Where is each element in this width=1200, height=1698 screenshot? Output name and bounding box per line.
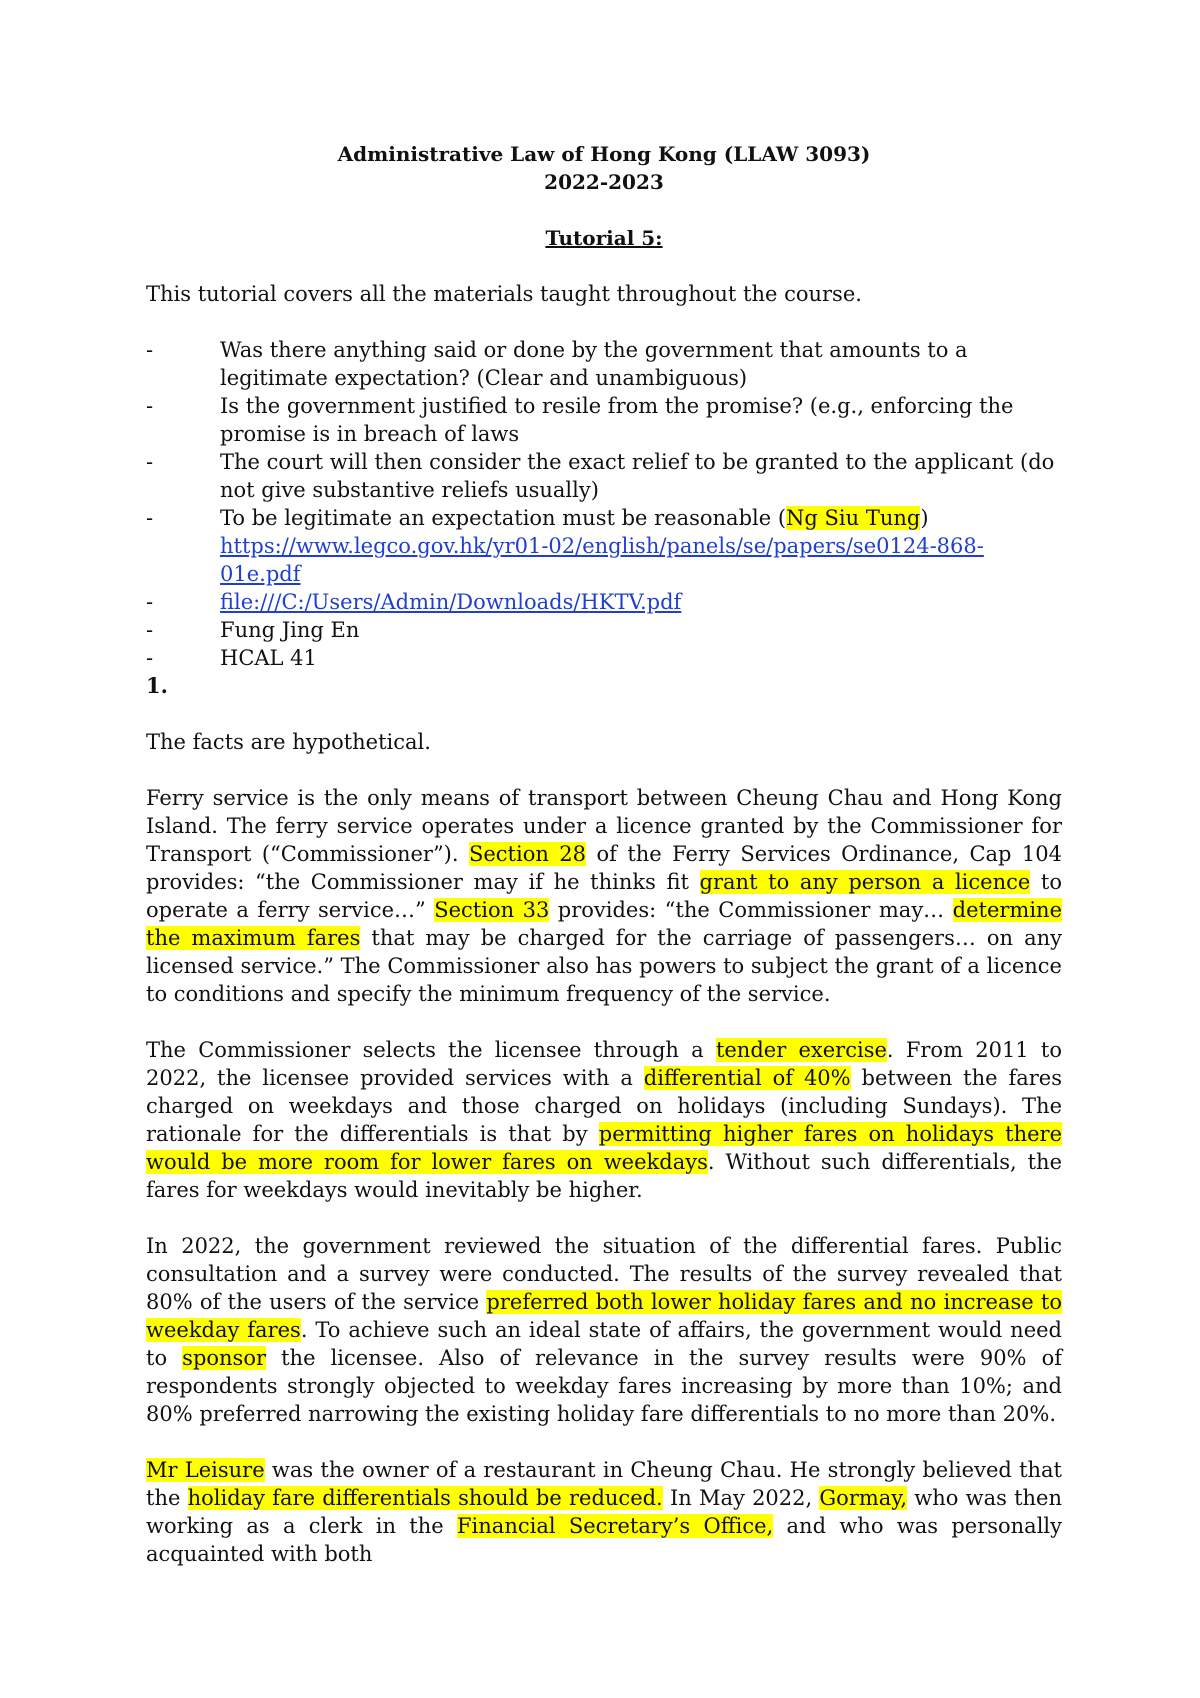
bullet-text: ) xyxy=(920,506,929,530)
highlighted-text: permitting higher fares on holidays there would be more room for lower fares on weekdays xyxy=(146,1122,1063,1174)
list-item xyxy=(146,448,1062,504)
facts-intro: The facts are hypothetical. xyxy=(146,730,431,754)
paragraph-tender xyxy=(146,1036,1062,1204)
title-line-2: 2022-2023 xyxy=(544,170,664,194)
paragraph-text: In May 2022, xyxy=(662,1486,820,1510)
highlighted-text: Gormay, xyxy=(819,1486,908,1510)
paragraph-text: to operate a ferry service…” xyxy=(146,870,1062,922)
hktv-file-link[interactable]: file:///C:/Users/Admin/Downloads/HKTV.pdf xyxy=(220,590,682,614)
bullet-text: HCAL 41 xyxy=(220,646,317,670)
paragraph-text: . From 2011 to 2022, the licensee provided services with a xyxy=(146,1038,1062,1090)
highlighted-text: Section 33 xyxy=(434,898,550,922)
title-line-1: Administrative Law of Hong Kong (LLAW 3093) xyxy=(337,142,871,166)
tutorial-heading: Tutorial 5: xyxy=(545,226,663,250)
paragraph-ferry-service xyxy=(146,784,1062,1008)
bullet-dash: - xyxy=(146,450,154,474)
list-item xyxy=(146,644,1062,672)
bullet-dash: - xyxy=(146,590,154,614)
highlighted-text: holiday fare differentials should be reduced. xyxy=(187,1486,663,1510)
bullet-text: Is the government justified to resile from the promise? (e.g., enforcing the promise is in breach of laws xyxy=(220,394,1014,446)
highlighted-text: sponsor xyxy=(182,1346,267,1370)
highlighted-text: Mr Leisure xyxy=(146,1458,265,1482)
paragraph-review xyxy=(146,1232,1062,1428)
list-item xyxy=(146,588,1062,616)
legco-link[interactable]: https://www.legco.gov.hk/yr01-02/english/panels/se/papers/se0124-868-01e.pdf xyxy=(220,534,984,586)
highlighted-text: Section 28 xyxy=(468,842,587,866)
paragraph-text: of the Ferry Services Ordinance, Cap 104 provides: “the Commissioner may if he thinks fit xyxy=(146,842,1063,894)
paragraph-text: Ferry service is the only means of transport between Cheung Chau and Hong Kong Island. The ferry service operates under a licence granted by the Commissioner for Transport (“Commissioner”). xyxy=(146,786,1062,866)
paragraph-text: provides: “the Commissioner may… xyxy=(549,898,953,922)
bullet-list xyxy=(146,336,1062,672)
paragraph-text: that may be charged for the carriage of passengers… on any licensed service.” The Commissioner also has powers to subject the grant of a licence to conditions and specify the minimum frequency of the service. xyxy=(146,926,1063,1006)
list-item xyxy=(146,336,1062,392)
highlighted-text: preferred both lower holiday fares and no increase to weekday fares xyxy=(146,1290,1062,1342)
bullet-text: Was there anything said or done by the government that amounts to a legitimate expectation? (Clear and unambiguous) xyxy=(220,338,968,390)
bullet-dash: - xyxy=(146,506,154,530)
intro-text: This tutorial covers all the materials taught throughout the course. xyxy=(146,282,862,306)
bullet-text: Fung Jing En xyxy=(220,618,360,642)
bullet-text: To be legitimate an expectation must be reasonable ( xyxy=(220,506,787,530)
bullet-text: The court will then consider the exact relief to be granted to the applicant (do not give substantive reliefs usually) xyxy=(220,450,1055,502)
document-page xyxy=(146,140,1062,1568)
bullet-dash: - xyxy=(146,338,154,362)
highlighted-text: tender exercise xyxy=(715,1038,887,1062)
bullet-dash: - xyxy=(146,618,154,642)
highlighted-text: Financial Secretary’s Office, xyxy=(456,1514,774,1538)
paragraph-text: the licensee. Also of relevance in the survey results were 90% of respondents strongly objected to weekday fares increasing by more than 10%; and 80% preferred narrowing the existing holiday fare differentials to no more than 20%. xyxy=(146,1346,1062,1426)
bullet-dash: - xyxy=(146,646,154,670)
paragraph-text: and who was personally acquainted with both xyxy=(146,1514,1062,1566)
list-item xyxy=(146,616,1062,644)
list-item xyxy=(146,504,1062,588)
paragraph-text: who was then working as a clerk in the xyxy=(146,1486,1062,1538)
paragraph-text: . Without such differentials, the fares for weekdays would inevitably be higher. xyxy=(146,1150,1063,1202)
paragraph-text: In 2022, the government reviewed the situation of the differential fares. Public consultation and a survey were conducted. The results of the survey revealed that 80% of the users of the service xyxy=(146,1234,1062,1314)
list-item xyxy=(146,392,1062,448)
highlighted-text: differential of 40% xyxy=(643,1066,851,1090)
paragraph-mr-leisure xyxy=(146,1456,1062,1568)
paragraph-text: was the owner of a restaurant in Cheung Chau. He strongly believed that the xyxy=(146,1458,1062,1510)
bullet-dash: - xyxy=(146,394,154,418)
document-title xyxy=(146,140,1062,196)
paragraph-text: . To achieve such an ideal state of affairs, the government would need to xyxy=(146,1318,1062,1370)
highlighted-text: grant to any person a licence xyxy=(699,870,1031,894)
paragraph-text: The Commissioner selects the licensee through a xyxy=(146,1038,716,1062)
highlighted-text: determine the maximum fares xyxy=(146,898,1063,950)
highlighted-text: Ng Siu Tung xyxy=(786,506,921,530)
paragraph-text: between the fares charged on weekdays and those charged on holidays (including Sundays). The rationale for the differentials is that by xyxy=(146,1066,1063,1146)
question-number: 1. xyxy=(146,673,168,698)
